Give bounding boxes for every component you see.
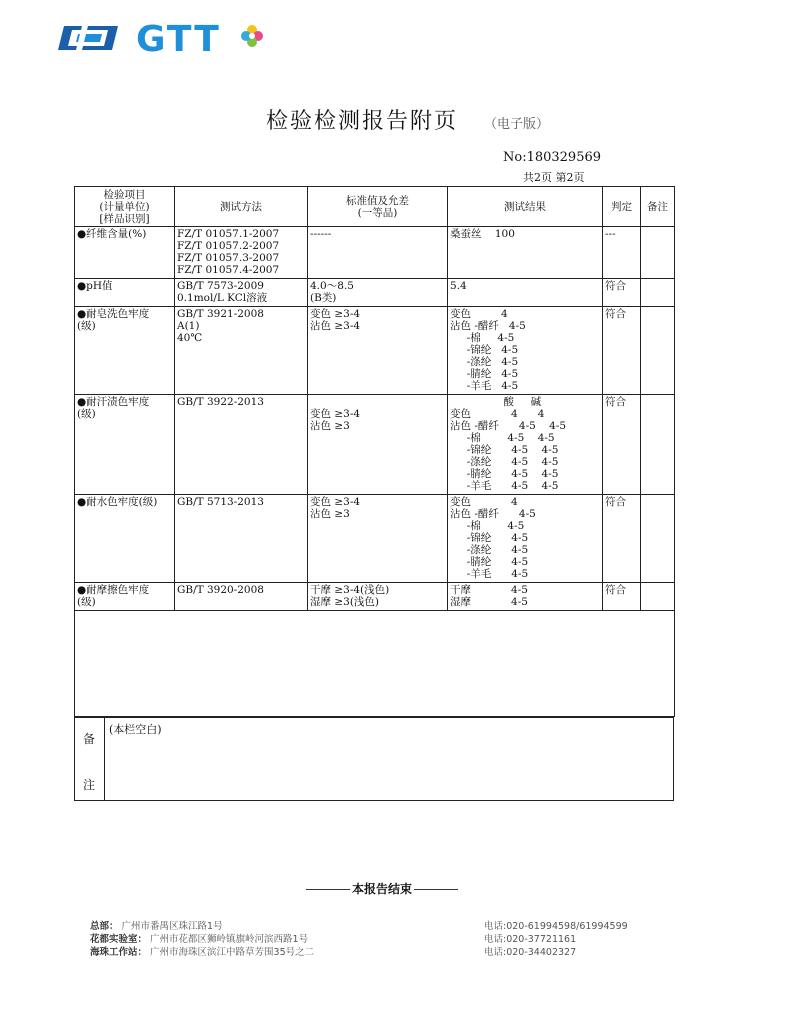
cell-result: 酸 碱 变色 4 4 沾色 -醋纤 4-5 4-5 -棉 4-5 4-5 -锦纶 4-5 4-5 -涤纶 4-5 4-5 -腈纶 4-5 4-5 -羊毛 4-5 4-5 bbox=[448, 395, 603, 495]
remarks-text: (本栏空白) bbox=[109, 723, 162, 736]
cell-judge: 符合 bbox=[603, 395, 641, 495]
table-row bbox=[75, 227, 675, 279]
blank-row bbox=[75, 611, 675, 717]
cell-item: ●耐水色牢度(级) bbox=[75, 495, 175, 583]
remarks-label-char-1: 备 bbox=[83, 732, 96, 746]
cell-item: ●耐汗渍色牢度 (级) bbox=[75, 395, 175, 495]
cell-remark bbox=[641, 227, 675, 279]
cell-remark bbox=[641, 495, 675, 583]
logo-text: GTT bbox=[136, 19, 221, 60]
remarks-label-char-2: 注 bbox=[83, 778, 96, 792]
footer-address-line: 花都实验室： 广州市花都区狮岭镇旗岭河滨西路1号 bbox=[90, 934, 309, 945]
cell-method: FZ/T 01057.1-2007 FZ/T 01057.2-2007 FZ/T 01057.3-2007 FZ/T 01057.4-2007 bbox=[175, 227, 308, 279]
footer-addresses bbox=[90, 920, 314, 959]
cell-standard: ------ bbox=[308, 227, 448, 279]
remarks-box bbox=[74, 717, 674, 801]
end-dash-left bbox=[306, 889, 350, 890]
report-end-text: 本报告结束 bbox=[352, 882, 413, 896]
cell-result: 桑蚕丝 100 bbox=[448, 227, 603, 279]
cell-result: 5.4 bbox=[448, 279, 603, 307]
cell-item: ●耐摩擦色牢度 (级) bbox=[75, 583, 175, 611]
footer-address-line: 海珠工作站： 广州市海珠区滨江中路草芳围35号之二 bbox=[90, 947, 315, 958]
cell-remark bbox=[641, 395, 675, 495]
header-judge: 判定 bbox=[603, 187, 641, 227]
cell-remark bbox=[641, 583, 675, 611]
table-row bbox=[75, 495, 675, 583]
cell-item: ●pH值 bbox=[75, 279, 175, 307]
table-row bbox=[75, 395, 675, 495]
cell-remark bbox=[641, 307, 675, 395]
header-remark: 备注 bbox=[641, 187, 675, 227]
cell-result: 变色 4 沾色 -醋纤 4-5 -棉 4-5 -锦纶 4-5 -涤纶 4-5 -腈纶 4-5 -羊毛 4-5 bbox=[448, 307, 603, 395]
cell-judge: 符合 bbox=[603, 307, 641, 395]
table-row bbox=[75, 307, 675, 395]
end-dash-right bbox=[414, 889, 458, 890]
cell-standard: 变色 ≥3-4 沾色 ≥3 bbox=[308, 395, 448, 495]
table-row bbox=[75, 583, 675, 611]
cell-standard: 变色 ≥3-4 沾色 ≥3-4 bbox=[308, 307, 448, 395]
electronic-version-tag: （电子版） bbox=[484, 117, 550, 132]
report-end-line bbox=[304, 880, 460, 897]
table-row bbox=[75, 279, 675, 307]
cell-standard: 4.0～8.5 (B类) bbox=[308, 279, 448, 307]
cell-judge: 符合 bbox=[603, 583, 641, 611]
cell-result: 干摩 4-5 湿摩 4-5 bbox=[448, 583, 603, 611]
footer-phones bbox=[484, 920, 628, 959]
report-number: No:180329569 bbox=[503, 150, 602, 165]
cell-judge: --- bbox=[603, 227, 641, 279]
header-item: 检验项目 (计量单位) [样品识别] bbox=[75, 187, 175, 227]
cell-method: GB/T 7573-2009 0.1mol/L KCl溶液 bbox=[175, 279, 308, 307]
header-method: 测试方法 bbox=[175, 187, 308, 227]
cell-item: ●耐皂洗色牢度 (级) bbox=[75, 307, 175, 395]
cell-method: GB/T 3922-2013 bbox=[175, 395, 308, 495]
footer-phone-line: 电话:020-37721161 bbox=[484, 934, 577, 945]
blank-cell bbox=[75, 611, 675, 717]
cell-remark bbox=[641, 279, 675, 307]
remarks-label-column bbox=[75, 718, 105, 800]
page-title: 检验检测报告附页 bbox=[266, 109, 459, 134]
cell-standard: 变色 ≥3-4 沾色 ≥3 bbox=[308, 495, 448, 583]
cell-standard: 干摩 ≥3-4(浅色) 湿摩 ≥3(浅色) bbox=[308, 583, 448, 611]
cell-method: GB/T 3920-2008 bbox=[175, 583, 308, 611]
page-count: 共2页 第2页 bbox=[523, 171, 585, 184]
footer-address-line: 总部： 广州市番禺区珠江路1号 bbox=[90, 921, 223, 932]
cell-result: 变色 4 沾色 -醋纤 4-5 -棉 4-5 -锦纶 4-5 -涤纶 4-5 -腈纶 4-5 -羊毛 4-5 bbox=[448, 495, 603, 583]
footer-phone-line: 电话:020-34402327 bbox=[484, 947, 577, 958]
cell-judge: 符合 bbox=[603, 495, 641, 583]
cell-method: GB/T 5713-2013 bbox=[175, 495, 308, 583]
footer-phone-line: 电话:020-61994598/61994599 bbox=[484, 921, 628, 932]
logo-flower-icon bbox=[241, 25, 263, 47]
test-results-table bbox=[74, 186, 675, 717]
cell-item: ●纤维含量(%) bbox=[75, 227, 175, 279]
header-result: 测试结果 bbox=[448, 187, 603, 227]
cell-judge: 符合 bbox=[603, 279, 641, 307]
header-standard: 标准值及允差 (一等品) bbox=[308, 187, 448, 227]
table-header-row bbox=[75, 187, 675, 227]
logo-mark-icon bbox=[58, 26, 118, 50]
cell-method: GB/T 3921-2008 A(1) 40℃ bbox=[175, 307, 308, 395]
